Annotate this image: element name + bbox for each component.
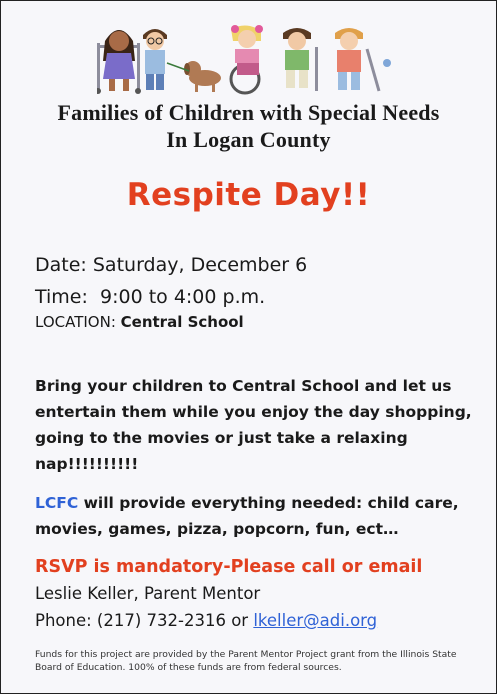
- girl-walker-figure: [97, 30, 141, 94]
- location-line: [35, 313, 244, 331]
- funding-footer: Funds for this project are provided by the Parent Mentor Project grant from the Illinois State Board of Education. 100% of these funds are from federal sources.: [35, 649, 457, 673]
- time-label: Time:: [35, 286, 88, 308]
- time-line: [35, 286, 265, 308]
- email-link[interactable]: lkeller@adi.org: [253, 611, 378, 630]
- time-value: 9:00 to 4:00 p.m.: [100, 286, 266, 308]
- provision-paragraph: [35, 490, 475, 542]
- contact-phone-line: [35, 611, 377, 630]
- org-name: LCFC: [35, 494, 79, 512]
- description-paragraph: Bring your children to Central School and let us entertain them while you enjoy the day shopping, going to the movies or just take a relaxing nap!!!!!!!!!!: [35, 377, 472, 473]
- children-illustration: [97, 23, 397, 95]
- heading-line-2: In Logan County: [166, 127, 331, 152]
- heading-line-1: Families of Children with Special Needs: [57, 100, 440, 125]
- girl-wheelchair-figure: [231, 25, 263, 93]
- date-value: Saturday, December 6: [92, 254, 308, 276]
- dog-figure: [167, 61, 221, 92]
- boy-crutch-figure: [335, 28, 391, 91]
- phone-text: Phone: (217) 732-2316 or: [35, 611, 254, 630]
- date-label: Date:: [35, 254, 87, 276]
- event-title: Respite Day!!: [126, 177, 371, 213]
- location-label: LOCATION:: [35, 313, 116, 331]
- location-value: Central School: [120, 313, 244, 331]
- rsvp-notice: RSVP is mandatory-Please call or email: [35, 557, 423, 577]
- date-line: [35, 254, 307, 276]
- boy-glasses-figure: [143, 29, 167, 90]
- provision-text: will provide everything needed: child care, movies, games, pizza, popcorn, fun, ect…: [35, 494, 459, 538]
- boy-green-figure: [283, 28, 318, 91]
- contact-name: Leslie Keller, Parent Mentor: [35, 584, 261, 603]
